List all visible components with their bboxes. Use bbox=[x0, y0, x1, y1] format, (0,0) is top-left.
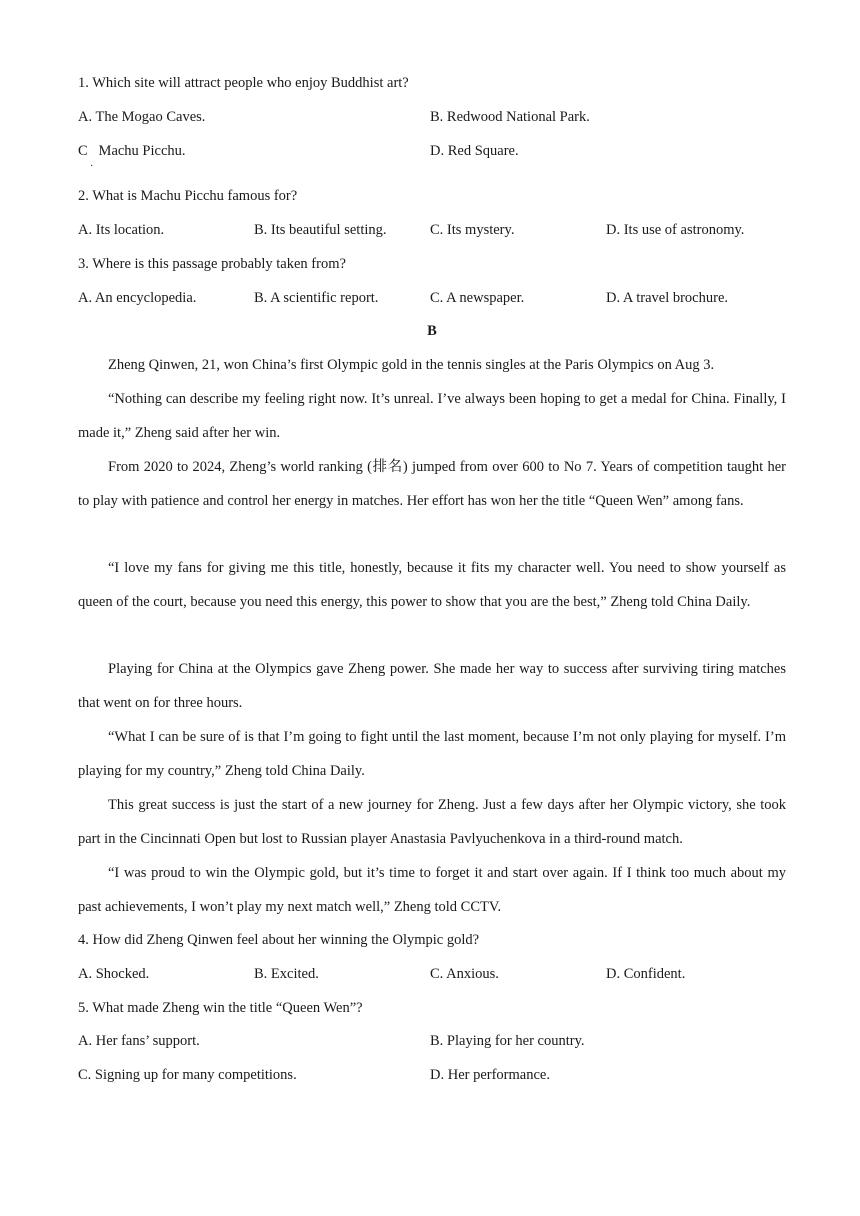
q2-option-b: B. Its beautiful setting. bbox=[254, 222, 387, 238]
q2-option-d: D. Its use of astronomy. bbox=[606, 222, 745, 238]
q1-option-a: A. The Mogao Caves. bbox=[78, 109, 206, 125]
q2-option-c: C. Its mystery. bbox=[430, 222, 515, 238]
question-5: 5. What made Zheng win the title “Queen Wen”? bbox=[78, 1000, 363, 1016]
q4-option-b: B. Excited. bbox=[254, 966, 319, 982]
passage-paragraph: “I love my fans for giving me this title, honestly, because it fits my character well. You need to show yourself as queen of the court, because you need this energy, this power to show that you are the best,” Zheng told China Daily. bbox=[78, 560, 786, 610]
q3-option-d: D. A travel brochure. bbox=[606, 290, 729, 306]
q2-option-a: A. Its location. bbox=[78, 222, 165, 238]
stray-dot-mark: · bbox=[90, 161, 94, 172]
question-1: 1. Which site will attract people who enjoy Buddhist art? bbox=[78, 75, 409, 91]
passage-paragraph: “I was proud to win the Olympic gold, but it’s time to forget it and start over again. If I think too much about my past achievements, I won’t play my next match well,” Zheng told CCTV. bbox=[78, 865, 786, 915]
q5-option-d: D. Her performance. bbox=[430, 1067, 550, 1083]
q5-option-c: C. Signing up for many competitions. bbox=[78, 1067, 297, 1083]
passage-paragraph: Zheng Qinwen, 21, won China’s first Olympic gold in the tennis singles at the Paris Olympics on Aug 3. bbox=[108, 357, 715, 373]
q3-option-b: B. A scientific report. bbox=[254, 290, 379, 306]
section-heading: B bbox=[427, 323, 437, 339]
question-2: 2. What is Machu Picchu famous for? bbox=[78, 188, 298, 204]
q3-option-a: A. An encyclopedia. bbox=[78, 290, 197, 306]
passage-paragraph: “What I can be sure of is that I’m going to fight until the last moment, because I’m not only playing for myself. I’m playing for my country,” Zheng told China Daily. bbox=[78, 729, 786, 779]
passage-paragraph: “Nothing can describe my feeling right now. It’s unreal. I’ve always been hoping to get a medal for China. Finally, I made it,” Zheng said after her win. bbox=[78, 391, 786, 441]
q5-option-b: B. Playing for her country. bbox=[430, 1033, 585, 1049]
question-4: 4. How did Zheng Qinwen feel about her winning the Olympic gold? bbox=[78, 932, 480, 948]
question-3: 3. Where is this passage probably taken from? bbox=[78, 256, 346, 272]
q1-option-b: B. Redwood National Park. bbox=[430, 109, 590, 125]
passage-paragraph: From 2020 to 2024, Zheng’s world ranking (排名) jumped from over 600 to No 7. Years of competition taught her to play with patience and control her energy in matches. Her effort has won her the title “Queen Wen” among fans. bbox=[78, 459, 786, 509]
passage-paragraph: This great success is just the start of a new journey for Zheng. Just a few days after her Olympic victory, she took part in the Cincinnati Open but lost to Russian player Anastasia Pavlyuchenkova in a third-round match. bbox=[78, 797, 786, 847]
q4-option-a: A. Shocked. bbox=[78, 966, 150, 982]
q5-option-a: A. Her fans’ support. bbox=[78, 1033, 200, 1049]
q1-option-d: D. Red Square. bbox=[430, 143, 519, 159]
passage-paragraph: Playing for China at the Olympics gave Zheng power. She made her way to success after surviving tiring matches that went on for three hours. bbox=[78, 661, 786, 711]
q3-option-c: C. A newspaper. bbox=[430, 290, 525, 306]
q4-option-d: D. Confident. bbox=[606, 966, 686, 982]
q4-option-c: C. Anxious. bbox=[430, 966, 499, 982]
q1-option-c: C Machu Picchu. bbox=[78, 143, 186, 159]
